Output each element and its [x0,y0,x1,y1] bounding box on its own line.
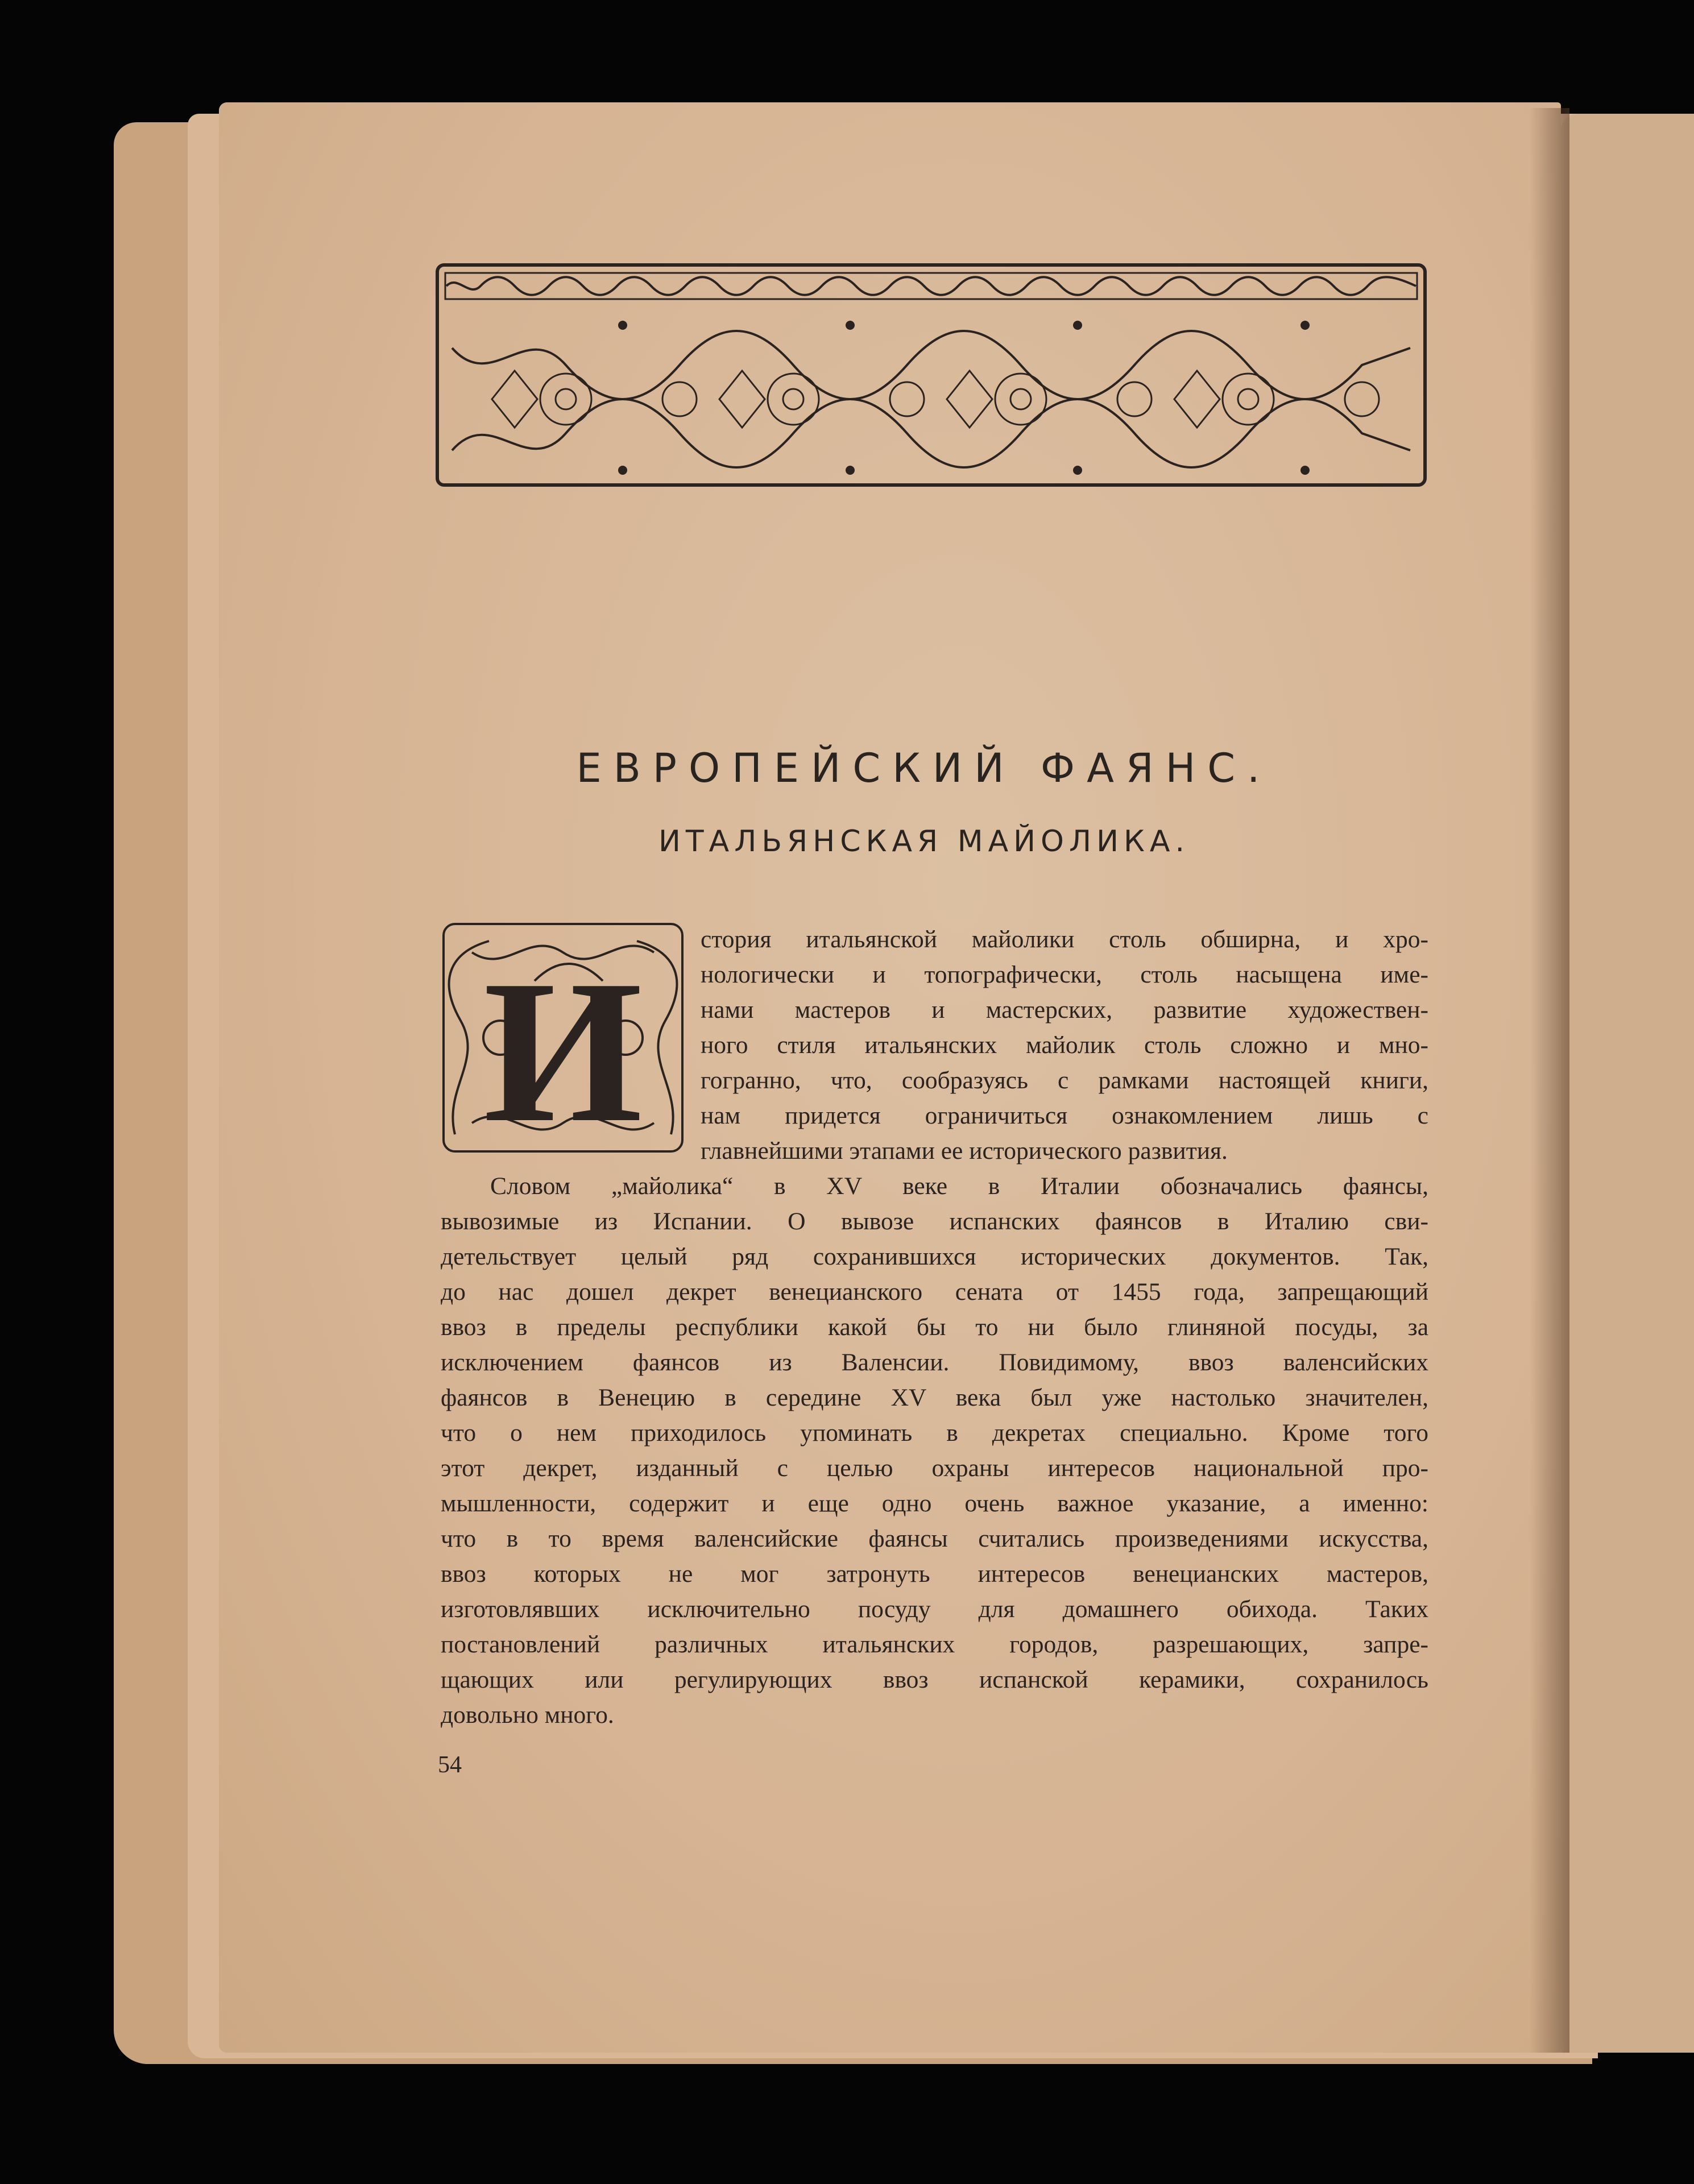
text-line: стория итальянской майолики столь обширна, и хро- [701,926,1428,953]
drop-cap-letter: И [483,938,643,1157]
text-line: нам придется ограничиться ознакомлением лишь с [701,1102,1428,1129]
text-line: фаянсов в Венецию в середине XV века был уже настолько значителен, [441,1384,1428,1411]
text-line: что в то время валенсийские фаянсы считались произведениями искусства, [441,1525,1428,1552]
text-line: ного стиля итальянских майолик столь сложно и мно- [701,1031,1428,1059]
decorative-headpiece-ornament [435,263,1427,487]
text-line: постановлений различных итальянских городов, разрешающих, запре- [441,1631,1428,1658]
facing-page-edge [1561,114,1694,2053]
book-gutter-shadow [1530,108,1569,2053]
chapter-subtitle: ИТАЛЬЯНСКАЯ МАЙОЛИКА. [658,824,1190,859]
text-line: вывозимые из Испании. О вывозе испанских фаянсов в Италию сви- [441,1208,1428,1235]
text-line: мышленности, содержит и еще одно очень важное указание, а именно: [441,1490,1428,1517]
text-line: нологически и топографически, столь насыщена име- [701,961,1428,988]
text-line: гогранно, что, сообразуясь с рамками настоящей книги, [701,1067,1428,1094]
text-line: Словом „майолика“ в XV веке в Италии обозначались фаянсы, [490,1172,1428,1200]
text-line: главнейшими этапами ее исторического развития. [701,1137,1228,1164]
text-line: детельствует целый ряд сохранившихся исторических документов. Так, [441,1243,1428,1270]
ornamental-drop-cap [438,918,688,1157]
text-line: нами мастеров и мастерских, развитие художествен- [701,996,1428,1023]
text-line: исключением фаянсов из Валенсии. Повидимому, ввоз валенсийских [441,1349,1428,1376]
text-line: ввоз которых не мог затронуть интересов венецианских мастеров, [441,1560,1428,1588]
text-line: этот декрет, изданный с целью охраны интересов национальной про- [441,1454,1428,1482]
text-line: изготовлявших исключительно посуду для домашнего обихода. Таких [441,1595,1428,1623]
text-line: до нас дошел декрет венецианского сената от 1455 года, запрещающий [441,1278,1428,1306]
page-number: 54 [438,1752,462,1778]
chapter-title: ЕВРОПЕЙСКИЙ ФАЯНС. [576,745,1272,791]
text-line: довольно много. [441,1701,614,1729]
text-line: щающих или регулирующих ввоз испанской керамики, сохранилось [441,1666,1428,1693]
text-line: ввоз в пределы республики какой бы то ни было глиняной посуды, за [441,1313,1428,1341]
text-line: что о нем приходилось упоминать в декретах специально. Кроме того [441,1419,1428,1447]
